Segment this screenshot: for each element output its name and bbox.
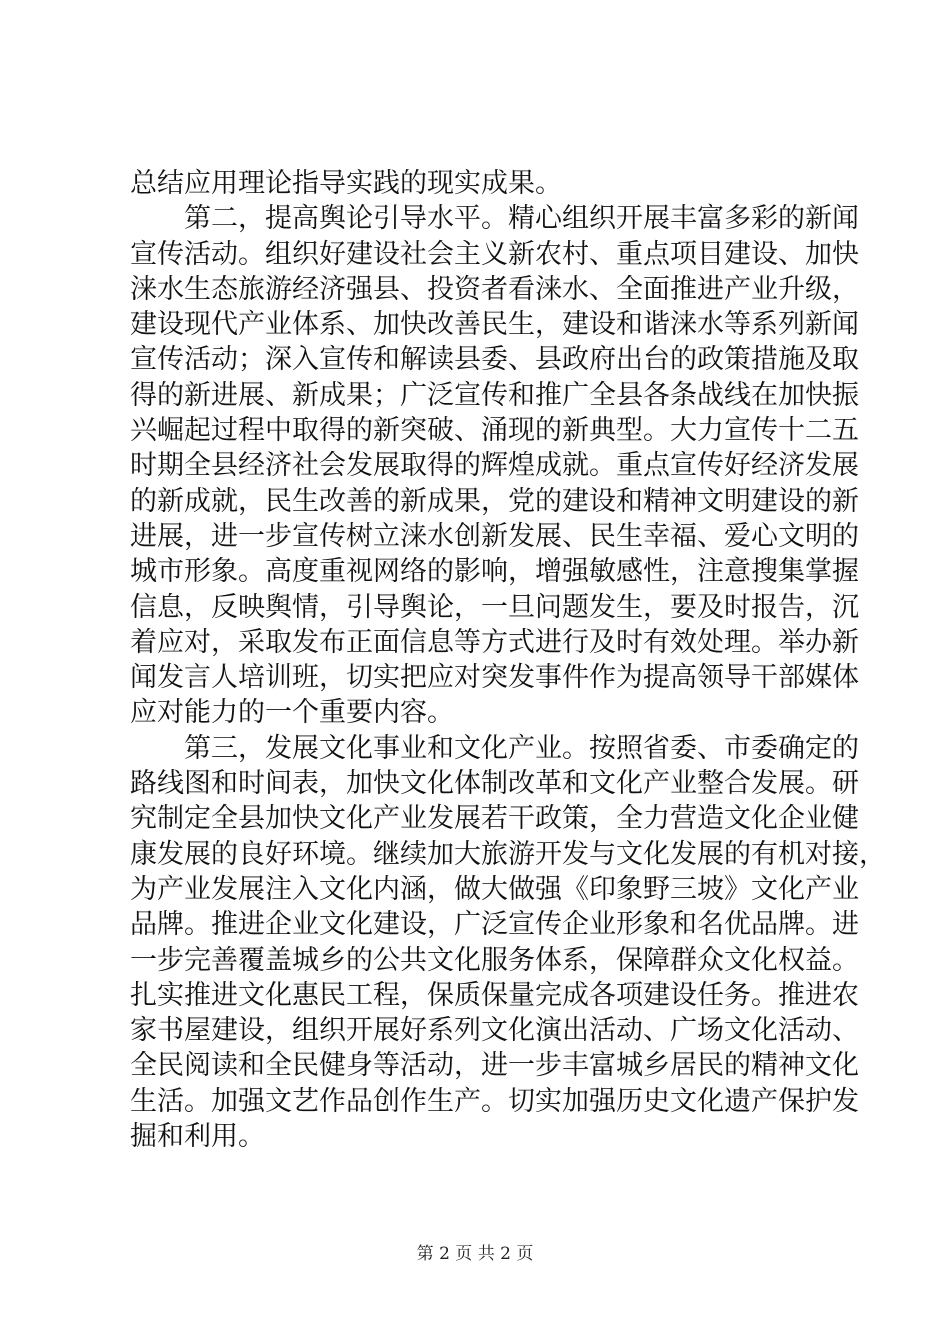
text-line: 第二，提高舆论引导水平。精心组织开展丰富多彩的新闻 — [184, 203, 859, 235]
page-footer — [0, 1243, 950, 1265]
text-line: 一步完善覆盖城乡的公共文化服务体系，保障群众文化权益。 — [130, 944, 859, 976]
text-line: 涞水生态旅游经济强县、投资者看涞水、全面推进产业升级， — [130, 273, 859, 305]
text-line: 的新成就，民生改善的新成果，党的建设和精神文明建设的新 — [130, 485, 859, 517]
text-line: 路线图和时间表，加快文化体制改革和文化产业整合发展。研 — [130, 768, 859, 800]
text-line: 建设现代产业体系、加快改善民生，建设和谐涞水等系列新闻 — [130, 309, 859, 341]
text-line: 兴崛起过程中取得的新突破、涌现的新典型。大力宣传十二五 — [130, 415, 859, 447]
text-line: 总结应用理论指导实践的现实成果。 — [130, 168, 562, 199]
text-line: 信息，反映舆情，引导舆论，一旦问题发生，要及时报告，沉 — [130, 591, 859, 623]
text-line: 进展，进一步宣传树立涞水创新发展、民生幸福、爱心文明的 — [130, 520, 859, 552]
text-line: 宣传活动。组织好建设社会主义新农村、重点项目建设、加快 — [130, 238, 859, 270]
page-number-label: 第 2 页 共 2 页 — [416, 1244, 534, 1264]
text-line: 第三，发展文化事业和文化产业。按照省委、市委确定的 — [184, 732, 859, 764]
text-line: 闻发言人培训班，切实把应对突发事件作为提高领导干部媒体 — [130, 662, 859, 694]
text-line: 时期全县经济社会发展取得的辉煌成就。重点宣传好经济发展 — [130, 450, 859, 482]
text-line: 掘和利用。 — [130, 1121, 265, 1153]
text-line: 宣传活动；深入宣传和解读县委、县政府出台的政策措施及取 — [130, 344, 859, 376]
text-line: 为产业发展注入文化内涵，做大做强《印象野三坡》文化产业 — [130, 873, 859, 905]
text-line: 究制定全县加快文化产业发展若干政策，全力营造文化企业健 — [130, 803, 859, 835]
text-line: 得的新进展、新成果；广泛宣传和推广全县各条战线在加快振 — [130, 379, 859, 411]
text-line: 着应对，采取发布正面信息等方式进行及时有效处理。举办新 — [130, 626, 859, 658]
document-body — [130, 166, 886, 1154]
text-line: 康发展的良好环境。继续加大旅游开发与文化发展的有机对接， — [130, 838, 886, 870]
text-line: 生活。加强文艺作品创作生产。切实加强历史文化遗产保护发 — [130, 1085, 859, 1117]
text-line: 扎实推进文化惠民工程，保质保量完成各项建设任务。推进农 — [130, 979, 859, 1011]
text-line: 城市形象。高度重视网络的影响，增强敏感性，注意搜集掌握 — [130, 556, 859, 588]
text-line: 品牌。推进企业文化建设，广泛宣传企业形象和名优品牌。进 — [130, 909, 859, 941]
text-line: 应对能力的一个重要内容。 — [130, 697, 454, 729]
text-line: 全民阅读和全民健身等活动，进一步丰富城乡居民的精神文化 — [130, 1050, 859, 1082]
text-line: 家书屋建设，组织开展好系列文化演出活动、广场文化活动、 — [130, 1015, 859, 1047]
